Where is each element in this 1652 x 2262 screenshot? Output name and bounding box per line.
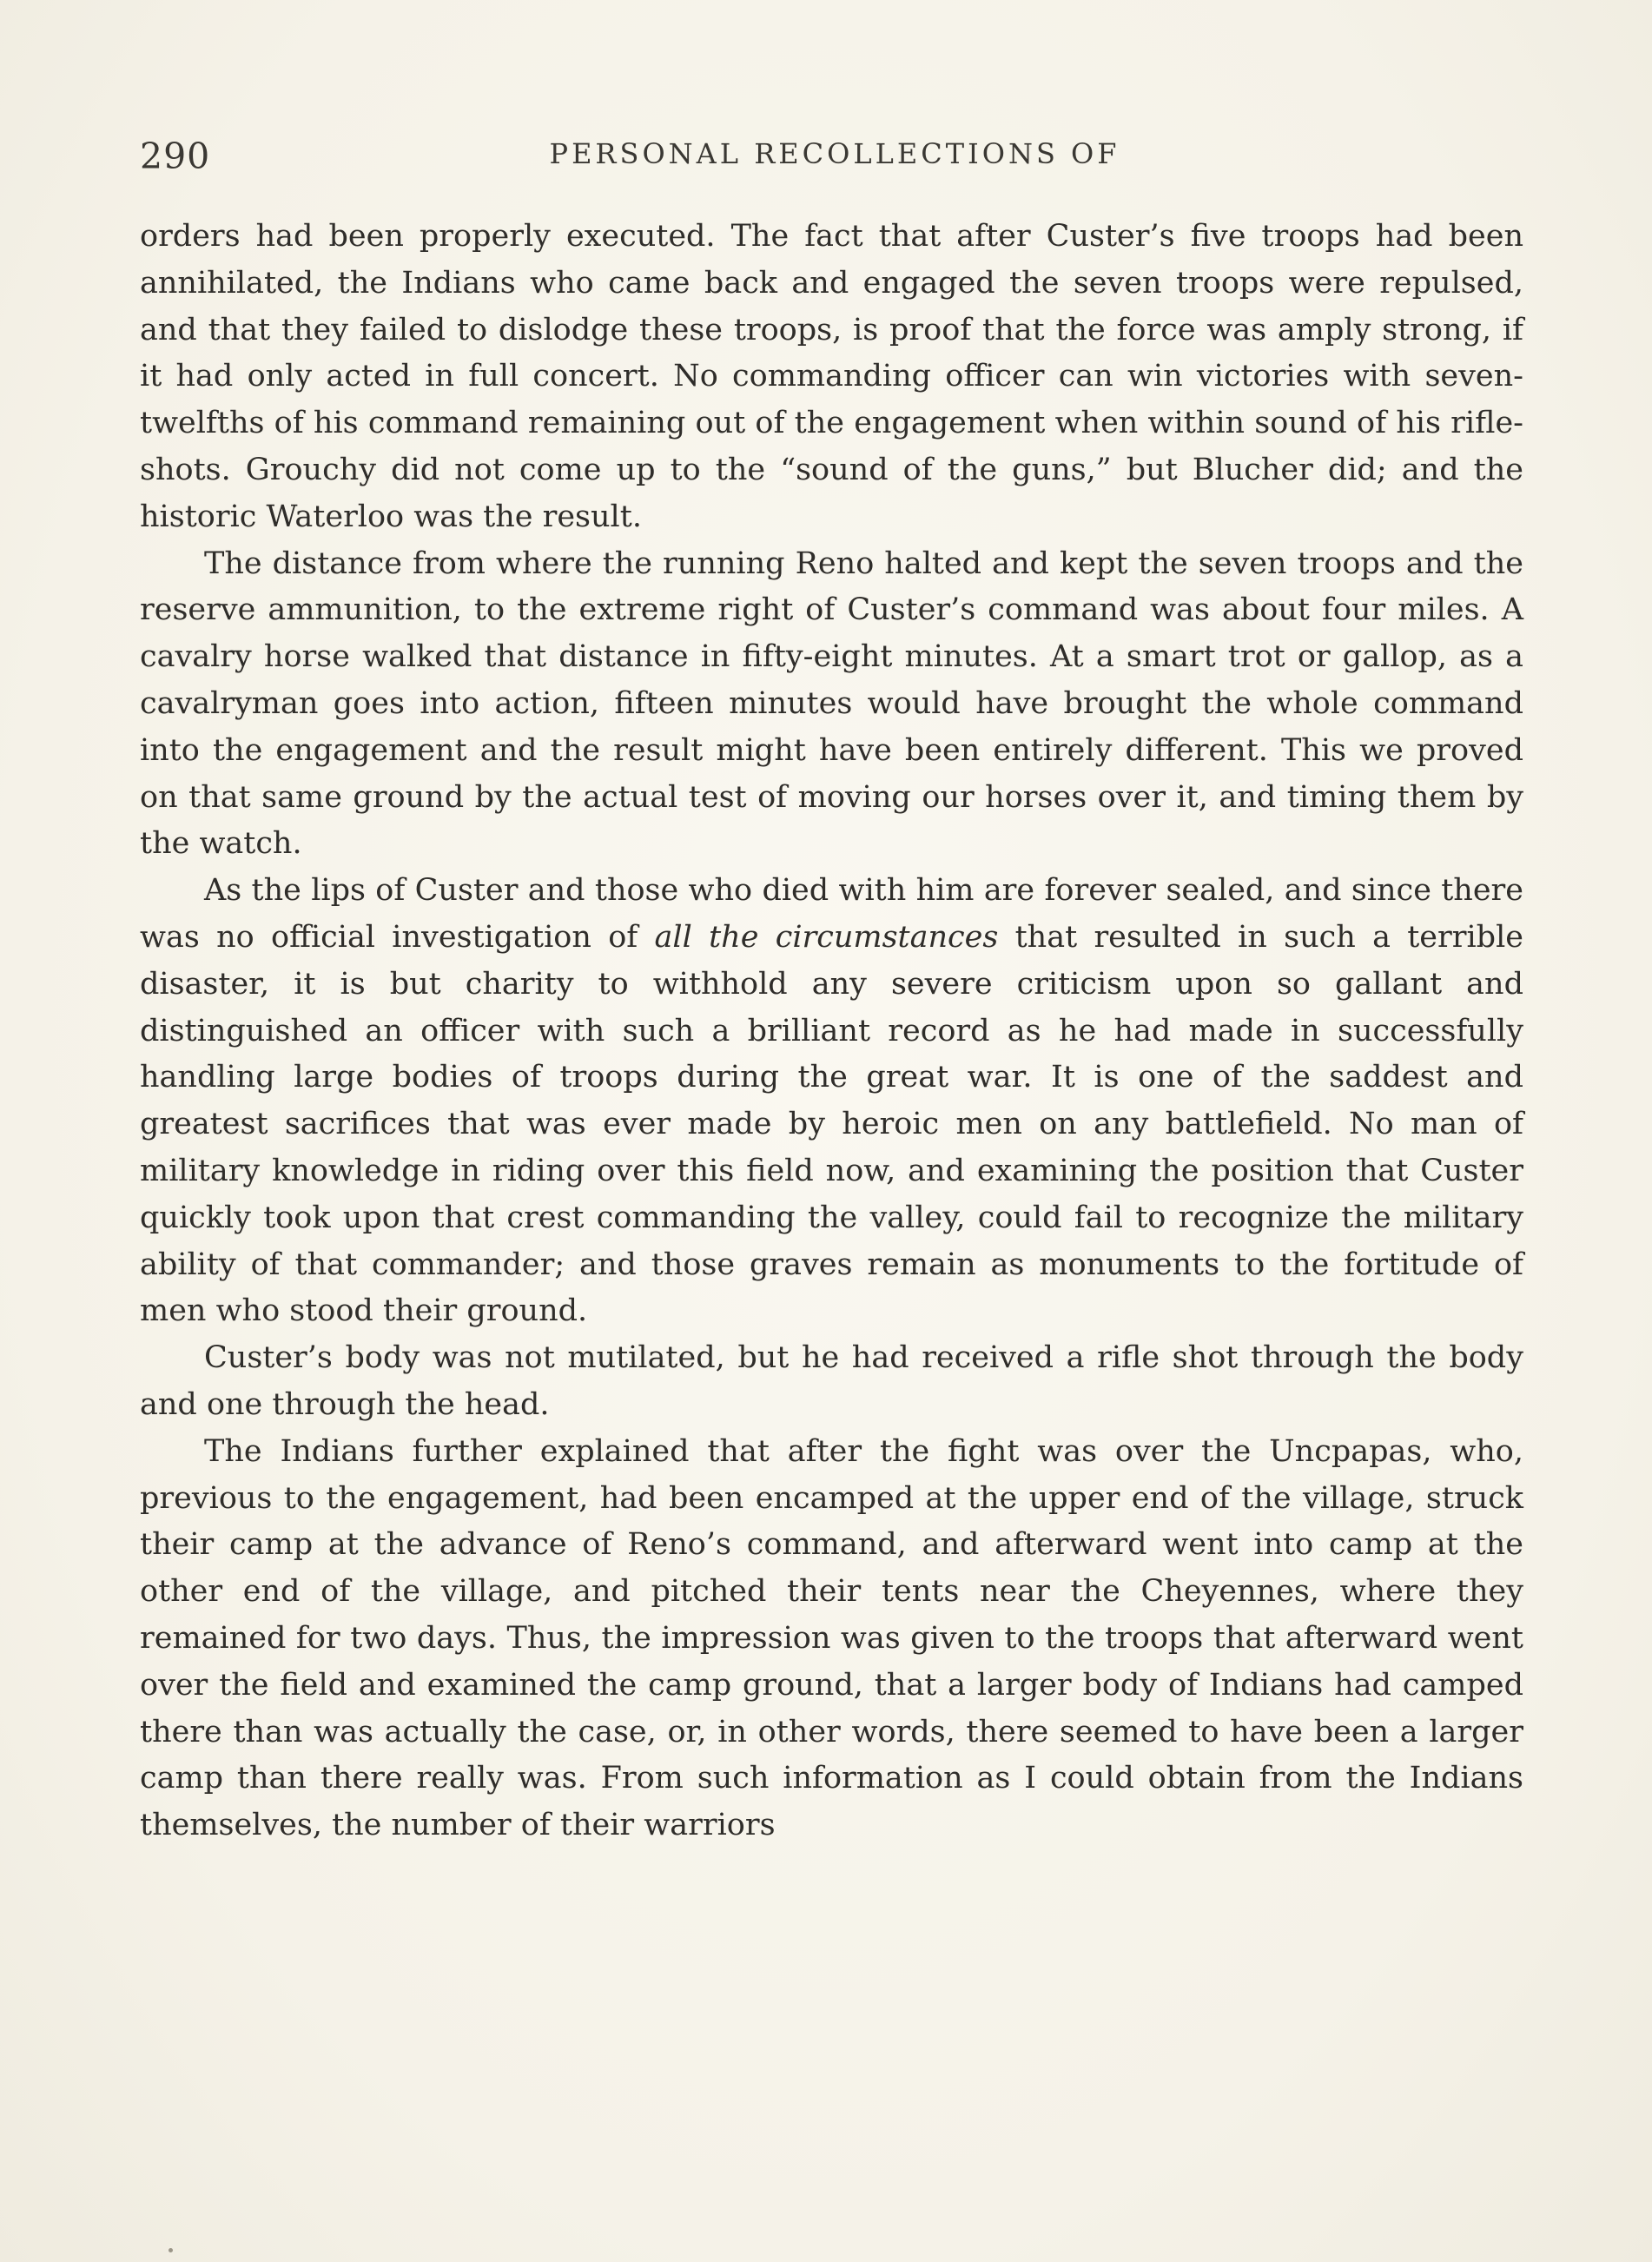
paragraph-2 bbox=[140, 541, 1523, 869]
page-body bbox=[140, 214, 1523, 1849]
italic-phrase: all the circumstances bbox=[654, 919, 999, 955]
paragraph-text: Custer’s body was not mutilated, but he had received a rifle shot through the body and one through the head. bbox=[140, 1340, 1523, 1422]
paragraph-text: orders had been properly executed. The fact that after Custer’s five troops had been annihilated, the Indians who came back and engaged the seven troops were repulsed, and that they failed to dislodge these troops, is proof that the force was amply strong, if it had only acted in full concert. No commanding officer can win victories with seven-twelfths of his command remaining out of the engagement when within sound of his rifle-shots. Grouchy did not come up to the “sound of the guns,” but Blucher did; and the historic Waterloo was the result. bbox=[140, 219, 1523, 534]
page-number: 290 bbox=[140, 136, 211, 177]
running-header bbox=[140, 123, 1530, 193]
paragraph-text-continued: that resulted in such a terrible disaster, it is but charity to withhold any severe criticism upon so gallant and distinguished an officer with such a brilliant record as he had made in successfully handling large bodies of troops during the great war. It is one of the saddest and greatest sacrifices that was ever made by heroic men on any battlefield. No man of military knowledge in riding over this field now, and examining the position that Custer quickly took upon that crest commanding the valley, could fail to recognize the military ability of that commander; and those graves remain as monuments to the fortitude of men who stood their ground. bbox=[140, 919, 1523, 1329]
paper-speck bbox=[169, 2248, 173, 2252]
paragraph-1 bbox=[140, 214, 1523, 541]
paragraph-3 bbox=[140, 868, 1523, 1335]
paragraph-text: As the lips of Custer and those who died with him are forever sealed, and since there was no official investigation of bbox=[140, 873, 1523, 955]
paragraph-4 bbox=[140, 1335, 1523, 1429]
paragraph-text: The distance from where the running Reno halted and kept the seven troops and the reserve ammunition, to the extreme right of Custer’s command was about four miles. A cavalry horse walked that distance in fifty-eight minutes. At a smart trot or gallop, as a cavalryman goes into action, fifteen minutes would have brought the whole command into the engagement and the result might have been entirely different. This we proved on that same ground by the actual test of moving our horses over it, and timing them by the watch. bbox=[140, 546, 1523, 862]
paragraph-5 bbox=[140, 1429, 1523, 1849]
running-title: PERSONAL RECOLLECTIONS OF bbox=[549, 137, 1120, 170]
paragraph-text: The Indians further explained that after the fight was over the Uncpapas, who, previous to the engagement, had been encamped at the upper end of the village, struck their camp at the advance of Reno’s command, and afterward went into camp at the other end of the village, and pitched their tents near the Cheyennes, where they remained for two days. Thus, the impression was given to the troops that afterward went over the field and examined the camp ground, that a larger body of Indians had camped there than was actually the case, or, in other words, there seemed to have been a larger camp than there really was. From such information as I could obtain from the Indians themselves, the number of their warriors bbox=[140, 1433, 1523, 1843]
